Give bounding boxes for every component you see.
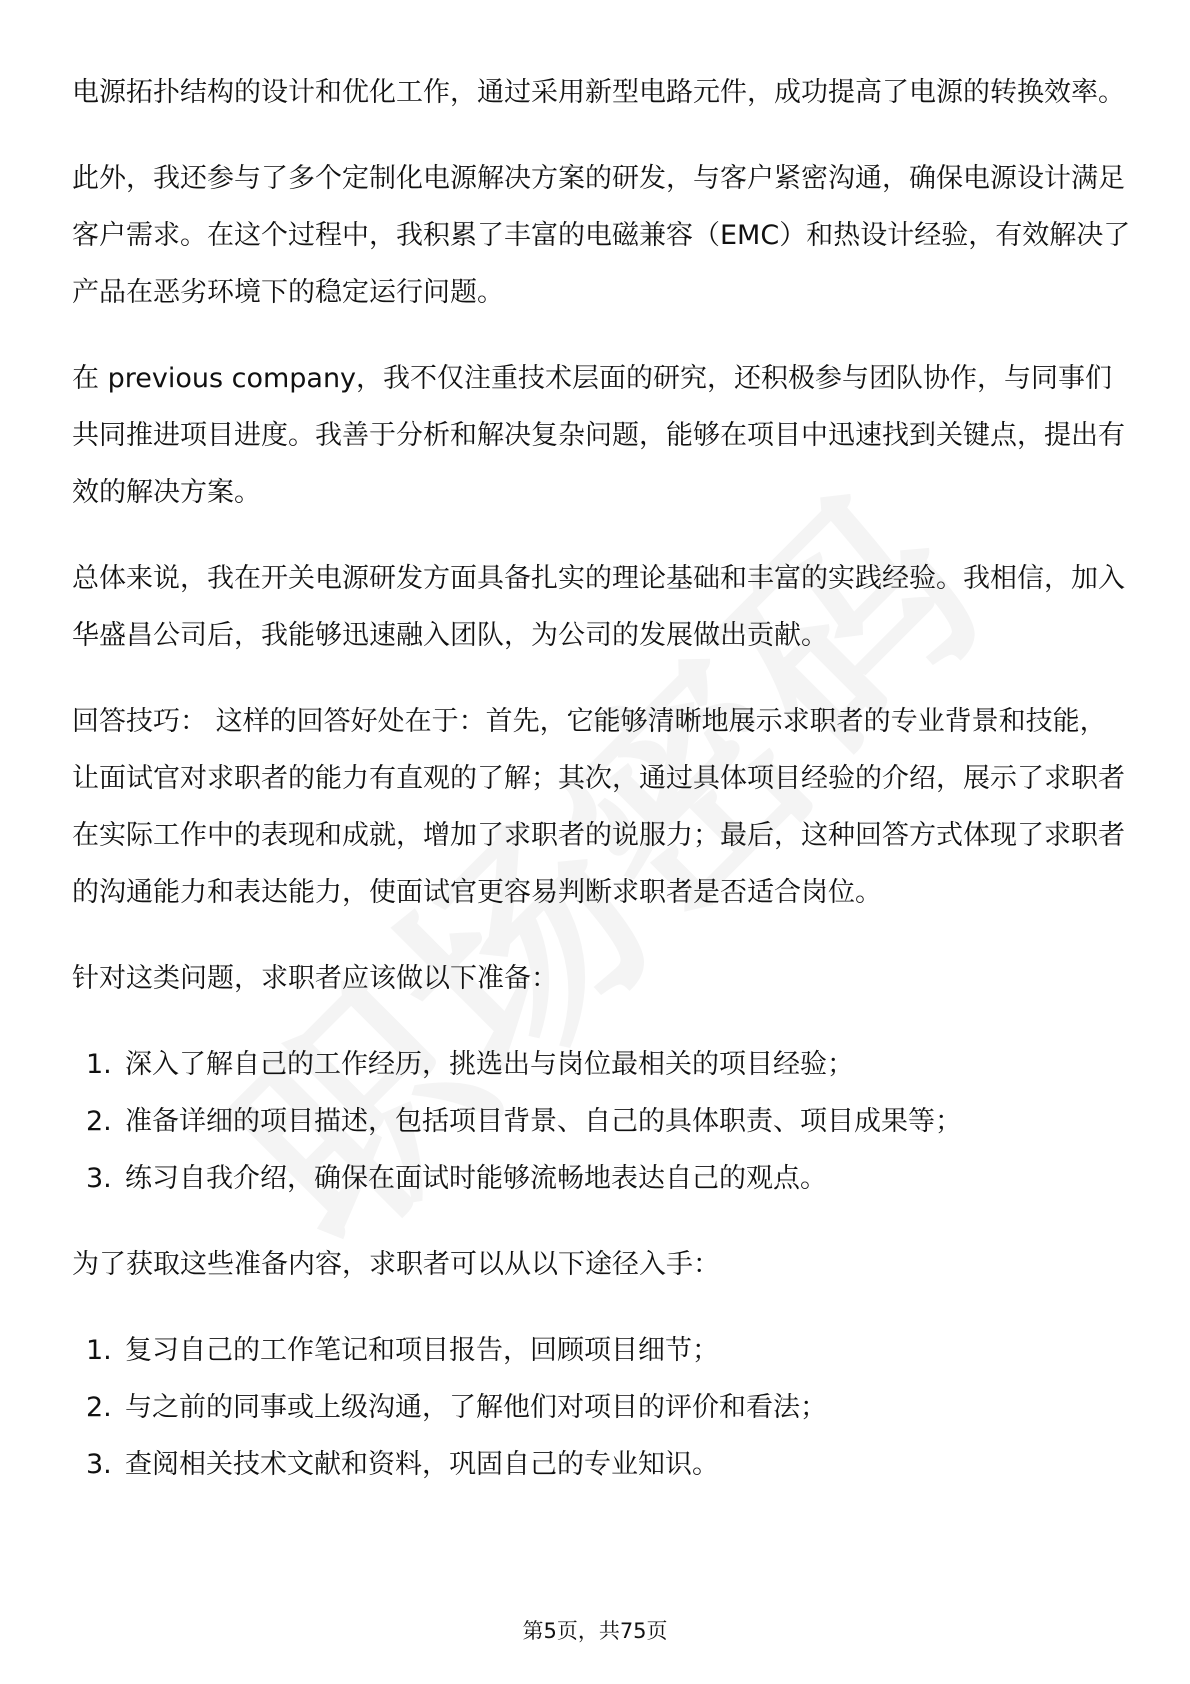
sources-list: [72, 1322, 1132, 1493]
list-item: [72, 1036, 1132, 1093]
paragraph-answer-tips: 回答技巧： 这样的回答好处在于：首先，它能够清晰地展示求职者的专业背景和技能，让面试官对求职者的能力有直观的了解；其次，通过具体项目经验的介绍，展示了求职者在实际工作中的表现和成就，增加了求职者的说服力；最后，这种回答方式体现了求职者的沟通能力和表达能力，使面试官更容易判断求职者是否适合岗位。: [72, 706, 1125, 908]
list-item: [72, 1379, 1132, 1436]
paragraph-prep-intro: 针对这类问题，求职者应该做以下准备：: [72, 963, 558, 994]
list-item: [72, 1150, 1132, 1207]
paragraph-power-topology: 电源拓扑结构的设计和优化工作，通过采用新型电路元件，成功提高了电源的转换效率。: [72, 77, 1125, 108]
paragraph-custom-solutions: 此外，我还参与了多个定制化电源解决方案的研发，与客户紧密沟通，确保电源设计满足客户需求。在这个过程中，我积累了丰富的电磁兼容（EMC）和热设计经验，有效解决了产品在恶劣环境下的稳定运行问题。: [72, 163, 1131, 308]
document-body: [72, 64, 1132, 1522]
list-item-number: 2.: [86, 1106, 112, 1137]
paragraph-teamwork: 在 previous company，我不仅注重技术层面的研究，还积极参与团队协作，与同事们共同推进项目进度。我善于分析和解决复杂问题，能够在项目中迅速找到关键点，提出有效的解决方案。: [72, 363, 1125, 508]
list-item-text: 与之前的同事或上级沟通，了解他们对项目的评价和看法；: [125, 1392, 827, 1423]
list-item-text: 准备详细的项目描述，包括项目背景、自己的具体职责、项目成果等；: [125, 1106, 962, 1137]
paragraph-sources-intro: 为了获取这些准备内容，求职者可以从以下途径入手：: [72, 1249, 720, 1280]
list-item: [72, 1093, 1132, 1150]
list-item-number: 1.: [86, 1049, 112, 1080]
list-item-text: 练习自我介绍，确保在面试时能够流畅地表达自己的观点。: [125, 1163, 827, 1194]
list-item-text: 查阅相关技术文献和资料，巩固自己的专业知识。: [125, 1449, 719, 1480]
page-number: 第5页，共75页: [522, 1619, 668, 1643]
paragraph-summary: 总体来说，我在开关电源研发方面具备扎实的理论基础和丰富的实践经验。我相信，加入华盛昌公司后，我能够迅速融入团队，为公司的发展做出贡献。: [72, 563, 1125, 651]
prep-list: [72, 1036, 1132, 1207]
list-item-number: 3.: [86, 1163, 112, 1194]
list-item: [72, 1322, 1132, 1379]
list-item-text: 复习自己的工作笔记和项目报告，回顾项目细节；: [125, 1335, 719, 1366]
list-item-number: 2.: [86, 1392, 112, 1423]
list-item: [72, 1436, 1132, 1493]
list-item-text: 深入了解自己的工作经历，挑选出与岗位最相关的项目经验；: [125, 1049, 854, 1080]
list-item-number: 3.: [86, 1449, 112, 1480]
list-item-number: 1.: [86, 1335, 112, 1366]
